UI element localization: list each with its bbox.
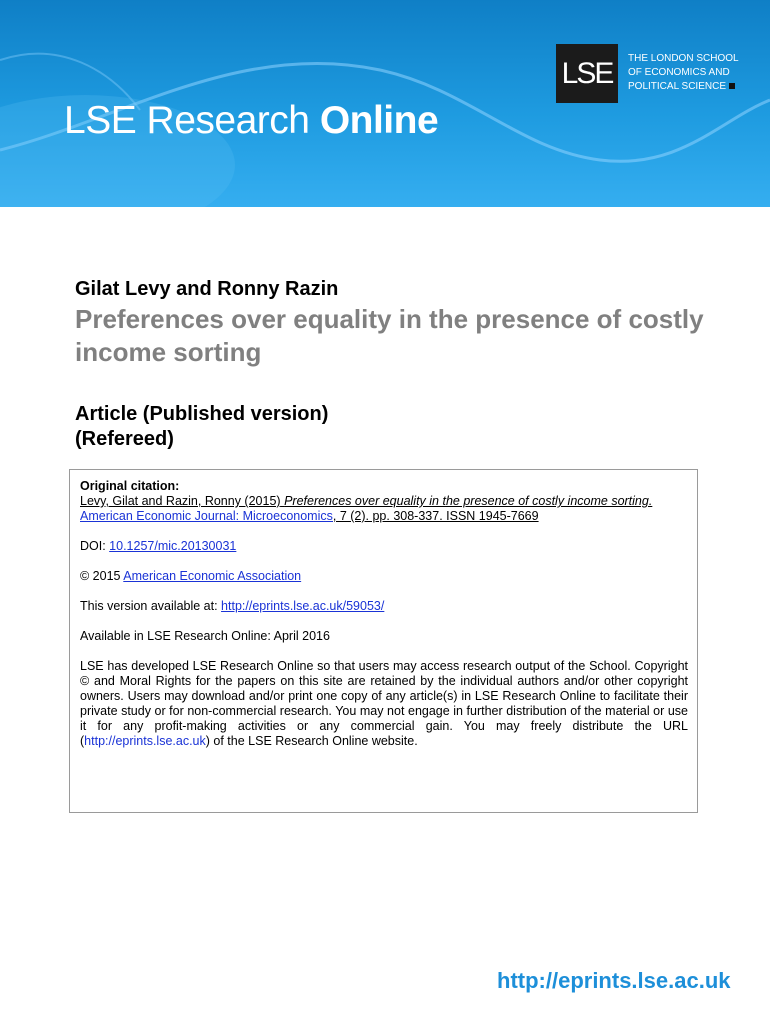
site-title [64, 99, 438, 143]
school-name-line2: OF ECONOMICS AND [628, 67, 730, 78]
citation-box [69, 469, 698, 813]
site-title-light: LSE Research [64, 99, 320, 142]
school-name-line1: THE LONDON SCHOOL [628, 53, 739, 64]
site-title-bold: Online [319, 99, 439, 142]
copyright-notice [80, 659, 688, 749]
article-type-line2: (Refereed) [75, 428, 174, 450]
lse-logo: LSE [556, 44, 618, 103]
paper-title: Preferences over equality in the presence of costly income sorting [75, 304, 704, 367]
notice-text-1: LSE has developed LSE Research Online so that users may access research output of the School. Copyright © and Moral Rights for the papers on this site are retained by the individual authors and/or other copyright owners. Users may download and/or print one copy of any article(s) in LSE Research Online to facilitate their private study or for non-commercial research. You may not engage in further distribution of the material or use it for any profit-making activities or any commercial gain. You may freely distribute the URL ( [80, 659, 688, 748]
doi-label: DOI: [80, 539, 110, 553]
citation-heading: Original citation: [80, 479, 180, 493]
doi-link[interactable]: 10.1257/mic.20130031 [109, 539, 237, 553]
article-type [75, 402, 328, 452]
school-name-line3: POLITICAL SCIENCE [628, 81, 726, 92]
header-banner [0, 0, 770, 207]
article-type-line1: Article (Published version) [75, 403, 329, 425]
square-icon [729, 83, 735, 89]
version-url-link[interactable]: http://eprints.lse.ac.uk/59053/ [221, 599, 385, 613]
journal-link[interactable]: American Economic Journal: Microeconomics [80, 509, 333, 523]
notice-text-2: ) of the LSE Research Online website. [205, 734, 418, 748]
copyright-holder-link[interactable]: American Economic Association [123, 569, 302, 583]
citation-details: , 7 (2). pp. 308-337. ISSN 1945-7669 [332, 509, 539, 523]
citation-authors-year: Levy, Gilat and Razin, Ronny (2015) [80, 494, 281, 508]
paper-authors: Gilat Levy and Ronny Razin [75, 278, 339, 300]
footer-url[interactable]: http://eprints.lse.ac.uk [497, 968, 731, 993]
citation-reference [80, 494, 688, 524]
citation-title: Preferences over equality in the presence of costly income sorting. [284, 494, 653, 508]
notice-url-link[interactable]: http://eprints.lse.ac.uk [84, 734, 206, 748]
version-label: This version available at: [80, 599, 222, 613]
school-name [628, 52, 739, 94]
copyright-prefix: © 2015 [80, 569, 124, 583]
available-date: Available in LSE Research Online: April 2016 [80, 629, 330, 643]
